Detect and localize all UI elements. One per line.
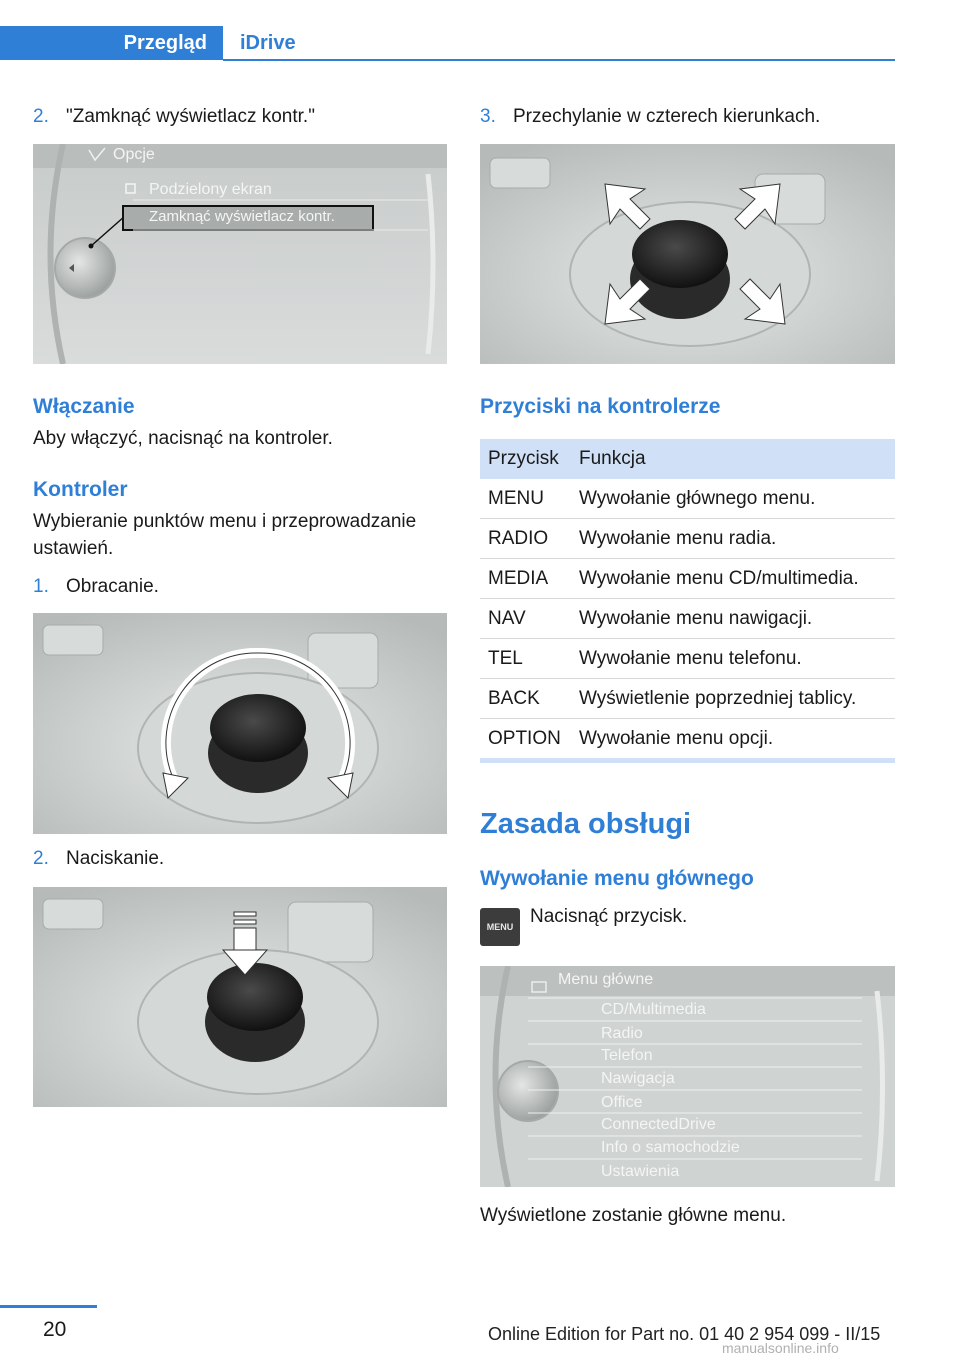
page-number: 20 <box>43 1318 67 1341</box>
heading-switch-on: Włączanie <box>33 395 135 418</box>
screen-title: Opcje <box>113 146 155 163</box>
cell-function: Wywołanie menu radia. <box>571 519 895 559</box>
cell-function: Wywołanie menu CD/multimedia. <box>571 559 895 599</box>
controller-tilt-image <box>480 144 895 364</box>
cell-function: Wywołanie menu telefonu. <box>571 639 895 679</box>
col-header-button: Przycisk <box>480 439 571 479</box>
table-row <box>480 519 895 559</box>
cell-function: Wywołanie głównego menu. <box>571 479 895 519</box>
footer-rule <box>0 1305 97 1308</box>
table-row <box>480 599 895 639</box>
heading-controller-buttons: Przyciski na kontrolerze <box>480 395 721 418</box>
screen-main-menu-image <box>480 966 895 1187</box>
step-tilt <box>480 105 895 131</box>
step-number: 2. <box>33 106 49 127</box>
screen-title: Menu główne <box>558 971 654 988</box>
table-row <box>480 559 895 599</box>
menu-button-icon: MENU <box>480 908 520 946</box>
tab-underline <box>223 59 895 61</box>
cell-button: MENU <box>480 479 571 519</box>
step-text: Obracanie. <box>66 576 159 597</box>
menu-item-connecteddrive: ConnectedDrive <box>601 1116 716 1133</box>
step-text: "Zamknąć wyświetlacz kontr." <box>66 106 315 127</box>
watermark: manualsonline.info <box>722 1340 839 1356</box>
cell-button: MEDIA <box>480 559 571 599</box>
menu-item-office: Office <box>601 1094 643 1111</box>
para-controller: Wybieranie punktów menu i przeprowadzanie ustawień. <box>33 511 417 559</box>
menu-item-radio: Radio <box>601 1025 643 1042</box>
step-text: Przechylanie w czterech kierunkach. <box>513 106 821 127</box>
table-header-row <box>480 439 895 479</box>
controller-press-image <box>33 887 447 1107</box>
cell-button: BACK <box>480 679 571 719</box>
step-rotate <box>33 575 447 601</box>
footer-edition: Online Edition for Part no. 01 40 2 954 099 - II/15 <box>488 1324 881 1344</box>
heading-controller: Kontroler <box>33 478 128 501</box>
cell-function: Wywołanie menu opcji. <box>571 719 895 761</box>
para-press-button: Nacisnąć przycisk. <box>530 906 688 927</box>
step-number: 3. <box>480 106 496 127</box>
heading-open-main-menu: Wywołanie menu głównego <box>480 867 754 890</box>
tab-bar <box>0 26 895 62</box>
tab-overview[interactable]: Przegląd <box>0 26 223 60</box>
col-header-function: Funkcja <box>571 439 895 479</box>
screen-item-close: Zamknąć wyświetlacz kontr. <box>149 208 335 225</box>
table-row <box>480 679 895 719</box>
cell-function: Wyświetlenie poprzedniej tablicy. <box>571 679 895 719</box>
step-number: 2. <box>33 848 49 869</box>
step-text: Naciskanie. <box>66 848 165 869</box>
step-press <box>33 847 447 873</box>
step-close-display <box>33 105 447 131</box>
cell-button: OPTION <box>480 719 571 761</box>
menu-item-cd: CD/Multimedia <box>601 1001 706 1018</box>
menu-item-settings: Ustawienia <box>601 1163 680 1180</box>
controller-rotate-image <box>33 613 447 834</box>
heading-operating-principle: Zasada obsługi <box>480 808 692 840</box>
screen-options-image <box>33 144 447 364</box>
menu-item-vehicle-info: Info o samochodzie <box>601 1139 740 1156</box>
cell-button: RADIO <box>480 519 571 559</box>
cell-button: TEL <box>480 639 571 679</box>
cell-function: Wywołanie menu nawigacji. <box>571 599 895 639</box>
cell-button: NAV <box>480 599 571 639</box>
menu-item-phone: Telefon <box>601 1047 653 1064</box>
table-row <box>480 719 895 761</box>
menu-item-navigation: Nawigacja <box>601 1070 675 1087</box>
step-number: 1. <box>33 576 49 597</box>
para-result: Wyświetlone zostanie główne menu. <box>480 1205 787 1226</box>
tab-idrive[interactable]: iDrive <box>240 32 296 54</box>
buttons-table <box>480 439 895 763</box>
screen-item-split: Podzielony ekran <box>149 181 272 198</box>
table-row <box>480 479 895 519</box>
para-switch-on: Aby włączyć, nacisnąć na kontroler. <box>33 428 333 449</box>
table-row <box>480 639 895 679</box>
